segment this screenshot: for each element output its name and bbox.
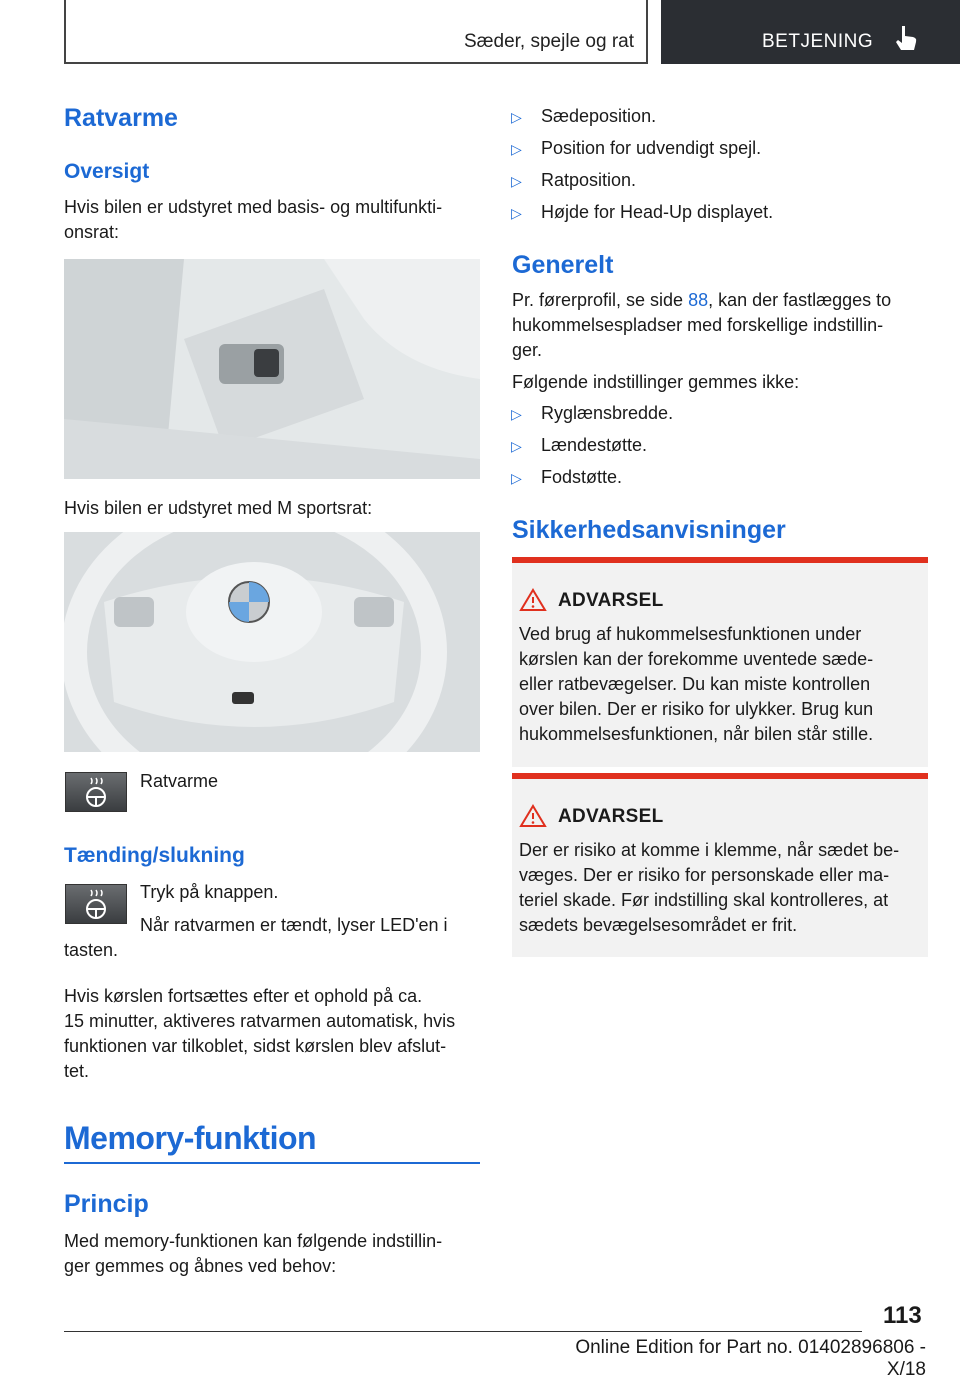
princip-heading: Princip <box>64 1190 149 1218</box>
generelt-text-1: Pr. førerprofil, se side 88, kan der fastlægges to <box>512 290 892 310</box>
bullet-triangle-icon: ▷ <box>511 470 522 486</box>
icon-label-ratvarme: Ratvarme <box>140 771 219 791</box>
page-number: 113 <box>883 1302 922 1329</box>
bullet-triangle-icon: ▷ <box>511 438 522 454</box>
warning-text-line: over bilen. Der er risiko for ulykker. Brug kun <box>519 699 874 719</box>
generelt-text-3: ger. <box>512 340 543 360</box>
not-saved-item: ▷ Lændestøtte. <box>511 435 648 455</box>
basis-text-2: onsrat: <box>64 222 120 242</box>
warning-text-line: kørslen kan der forekomme uventede sæde- <box>519 649 874 669</box>
memory-heading: Memory-funktion <box>64 1120 317 1156</box>
generelt-text-2: hukommelsespladser med forskellige indstillin- <box>512 315 884 335</box>
warning-triangle-icon <box>519 804 547 828</box>
ratvarme-heading: Ratvarme <box>64 104 178 132</box>
warning-text-line: Der er risiko at komme i klemme, når sædet be- <box>519 840 900 860</box>
warning-title: ADVARSEL <box>558 590 664 611</box>
photo-m-sport-steering-wheel <box>64 532 480 752</box>
bullet-triangle-icon: ▷ <box>511 141 522 157</box>
bullet-triangle-icon: ▷ <box>511 173 522 189</box>
page-reference-link[interactable]: 88 <box>688 290 709 310</box>
generelt-heading: Generelt <box>512 251 614 279</box>
auto-text-4: tet. <box>64 1061 90 1081</box>
toggle-text-2: Når ratvarmen er tændt, lyser LED'en i <box>140 915 448 935</box>
warning-box-1 <box>512 557 928 767</box>
princip-text-2: ger gemmes og åbnes ved behov: <box>64 1256 337 1276</box>
section-title: Sæder, spejle og rat <box>463 31 634 52</box>
not-saved-item: ▷ Fodstøtte. <box>511 467 623 487</box>
saved-item: ▷ Sædeposition. <box>511 106 657 126</box>
memory-divider <box>64 1162 480 1164</box>
warning-title: ADVARSEL <box>558 806 664 827</box>
sport-text: Hvis bilen er udstyret med M sportsrat: <box>64 498 373 518</box>
oversigt-heading: Oversigt <box>64 160 150 183</box>
warning-text-line: hukommelsesfunktionen, når bilen står stille. <box>519 724 874 744</box>
footer-edition: Online Edition for Part no. 01402896806 - X/18 <box>575 1337 926 1380</box>
saved-item: ▷ Højde for Head-Up displayet. <box>511 202 774 222</box>
warning-text-line: væges. Der er risiko for personskade eller ma- <box>519 865 890 885</box>
toggle-text-3: tasten. <box>64 940 119 960</box>
bullet-triangle-icon: ▷ <box>511 205 522 221</box>
photo-steering-column-button <box>64 259 480 479</box>
auto-text-1: Hvis kørslen fortsættes efter et ophold på ca. <box>64 986 423 1006</box>
warning-box-2 <box>512 773 928 957</box>
warning-text-line: Ved brug af hukommelsesfunktionen under <box>519 624 862 644</box>
not-saved-intro: Følgende indstillinger gemmes ikke: <box>512 372 800 392</box>
warning-triangle-icon <box>519 588 547 612</box>
saved-item: ▷ Ratposition. <box>511 170 637 190</box>
basis-text-1: Hvis bilen er udstyret med basis- og multifunkti- <box>64 197 443 217</box>
warning-text-line: eller ratbevægelser. Du kan miste kontrollen <box>519 674 871 694</box>
saved-item: ▷ Position for udvendigt spejl. <box>511 138 762 158</box>
safety-heading: Sikkerhedsanvisninger <box>512 516 786 544</box>
heated-steering-wheel-button-icon <box>65 772 127 812</box>
warning-text-line: sædets bevægelsesområdet er frit. <box>519 915 798 935</box>
toggle-text-1: Tryk på knappen. <box>140 882 279 902</box>
chapter-title: BETJENING <box>762 31 874 52</box>
hand-pointer-icon <box>893 24 919 52</box>
auto-text-3: funktionen var tilkoblet, sidst kørslen blev afslut- <box>64 1036 447 1056</box>
not-saved-item: ▷ Ryglænsbredde. <box>511 403 674 423</box>
bullet-triangle-icon: ▷ <box>511 109 522 125</box>
princip-text-1: Med memory-funktionen kan følgende indstillin- <box>64 1231 443 1251</box>
auto-text-2: 15 minutter, aktiveres ratvarmen automatisk, hvis <box>64 1011 456 1031</box>
warning-text-line: teriel skade. Før indstilling skal kontrolleres, at <box>519 890 889 910</box>
bullet-triangle-icon: ▷ <box>511 406 522 422</box>
toggle-heading: Tænding/slukning <box>64 844 245 867</box>
header-section-tab <box>64 0 648 64</box>
heated-steering-wheel-button-icon-2 <box>65 884 127 924</box>
footer-divider <box>64 1331 862 1332</box>
